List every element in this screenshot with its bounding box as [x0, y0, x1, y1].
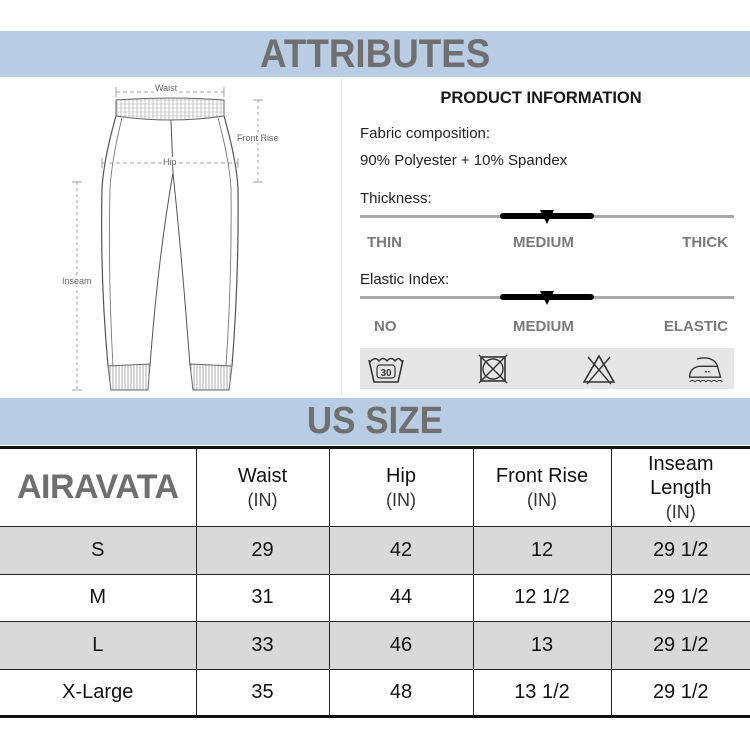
- table-row: [0, 669, 750, 717]
- hip-cell: 46: [329, 622, 473, 670]
- attributes-heading: ATTRIBUTES: [259, 31, 491, 76]
- size-cell: L: [0, 622, 196, 670]
- size-cell: X-Large: [0, 669, 196, 717]
- waist-label: Waist: [155, 83, 178, 93]
- waist-cell: 31: [196, 574, 329, 622]
- thickness-high: THICK: [682, 234, 728, 251]
- hip-cell: 48: [329, 669, 473, 717]
- column-header-front-rise: Front Rise (IN): [473, 448, 611, 527]
- size-chart-table: [0, 446, 750, 718]
- table-row: [0, 622, 750, 670]
- elastic-mid: MEDIUM: [513, 318, 574, 335]
- fabric-value: 90% Polyester + 10% Spandex: [360, 152, 568, 169]
- waist-cell: 33: [196, 622, 329, 670]
- front-rise-label: Front Rise: [237, 133, 279, 143]
- no-tumble-dry-icon: [473, 351, 513, 387]
- us-size-heading: US SIZE: [307, 400, 443, 442]
- size-cell: S: [0, 527, 196, 575]
- column-header-waist: Waist (IN): [196, 448, 329, 527]
- inseam-cell: 29 1/2: [611, 574, 750, 622]
- table-row: [0, 574, 750, 622]
- thickness-pointer-icon: [540, 210, 554, 224]
- care-instructions-bar: [360, 348, 734, 389]
- attributes-banner: [0, 31, 750, 77]
- iron-low-heat-icon: [686, 351, 726, 387]
- waist-cell: 35: [196, 669, 329, 717]
- front-rise-cell: 13 1/2: [473, 669, 611, 717]
- thickness-label: Thickness:: [360, 190, 432, 207]
- size-cell: M: [0, 574, 196, 622]
- svg-text:30: 30: [380, 367, 392, 379]
- column-header-hip: Hip (IN): [329, 448, 473, 527]
- inseam-cell: 29 1/2: [611, 527, 750, 575]
- elastic-low: NO: [374, 318, 397, 335]
- elastic-scale: [360, 292, 734, 304]
- hip-cell: 42: [329, 527, 473, 575]
- hip-cell: 44: [329, 574, 473, 622]
- inseam-cell: 29 1/2: [611, 669, 750, 717]
- column-header-inseam-length: Inseam Length (IN): [611, 448, 750, 527]
- no-bleach-icon: [579, 351, 619, 387]
- thickness-scale: [360, 211, 734, 223]
- elastic-high: ELASTIC: [663, 318, 728, 335]
- table-header-row: [0, 448, 750, 527]
- brand-name: AIRAVATA: [0, 448, 196, 527]
- fabric-label: Fabric composition:: [360, 125, 491, 142]
- pants-outline-icon: [40, 78, 340, 396]
- elastic-pointer-icon: [540, 291, 554, 305]
- product-information-panel: [341, 78, 750, 396]
- table-row: [0, 527, 750, 575]
- thickness-low: THIN: [367, 234, 402, 251]
- elastic-label: Elastic Index:: [360, 271, 450, 288]
- front-rise-cell: 12 1/2: [473, 574, 611, 622]
- product-info-title: PRODUCT INFORMATION: [440, 89, 642, 107]
- waist-cell: 29: [196, 527, 329, 575]
- front-rise-cell: 13: [473, 622, 611, 670]
- inseam-cell: 29 1/2: [611, 622, 750, 670]
- us-size-banner: [0, 398, 750, 445]
- front-rise-cell: 12: [473, 527, 611, 575]
- inseam-label: Inseam: [62, 276, 92, 286]
- hip-label: Hip: [163, 157, 177, 167]
- pants-measurement-diagram: [40, 78, 340, 396]
- wash-30-icon: [366, 351, 406, 387]
- thickness-mid: MEDIUM: [513, 234, 574, 251]
